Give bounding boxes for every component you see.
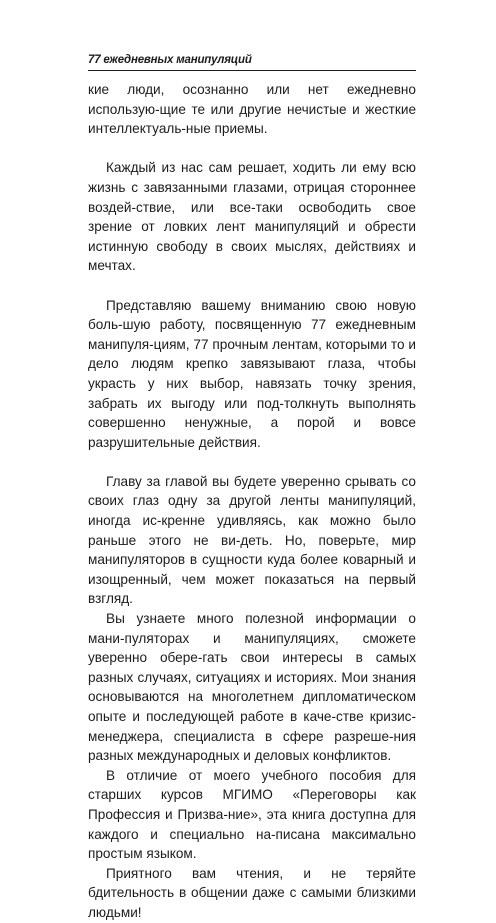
paragraph-continuation: кие люди, осознанно или нет ежедневно использую-щие те или другие нечистые и жесткие интеллектуаль-ные приемы. xyxy=(88,82,416,137)
header-rule xyxy=(88,70,416,71)
paragraph: Приятного вам чтения, и не теряйте бдительность в общении даже с самыми близкими людьми! xyxy=(88,865,416,920)
paragraph: В отличие от моего учебного пособия для старших курсов МГИМО «Переговоры как Профессия и Призва-ние», эта книга доступна для каждого и специально на-писана максимально простым языком. xyxy=(88,767,416,862)
paragraph: Вы узнаете много полезной информации о мани-пуляторах и манипуляциях, сможете уверенно обере-гать свои интересы в самых разных случаях, ситуациях и историях. Мои знания основываются на многолетнем дипломатическом опыте и последующей работе в каче-стве кризис-менеджера, специалиста в сфере разреше-ния разных международных и деловых конфликтов. xyxy=(88,611,416,764)
page-body xyxy=(88,80,416,923)
paragraph: Каждый из нас сам решает, ходить ли ему всю жизнь с завязанными глазами, отрицая стороннее воздей-ствие, или все-таки освободить свое зрение от ловких лент манипуляций и обрести истинную свободу в своих мыслях, действиях и мечтах. xyxy=(88,160,416,274)
running-header xyxy=(88,54,416,72)
running-header-title: 77 ежедневных манипуляций xyxy=(88,54,252,66)
paragraph: Представляю вашему вниманию свою новую боль-шую работу, посвященную 77 ежедневным манипуля-циям, 77 прочным лентам, которыми то и дело людям крепко завязывают глаза, чтобы украсть у них выбор, навязать точку зрения, забрать их выгоду или под-толкнуть выполнять совершенно ненужные, а порой и вовсе разрушительные действия. xyxy=(88,297,416,450)
paragraph: Главу за главой вы будете уверенно срывать со своих глаз одну за другой ленты манипуляций, иногда ис-кренне удивляясь, как можно было раньше этого не ви-деть. Но, поверьте, мир манипуляторов в сущности куда более коварный и изощренный, чем может показаться на первый взгляд. xyxy=(88,473,416,607)
